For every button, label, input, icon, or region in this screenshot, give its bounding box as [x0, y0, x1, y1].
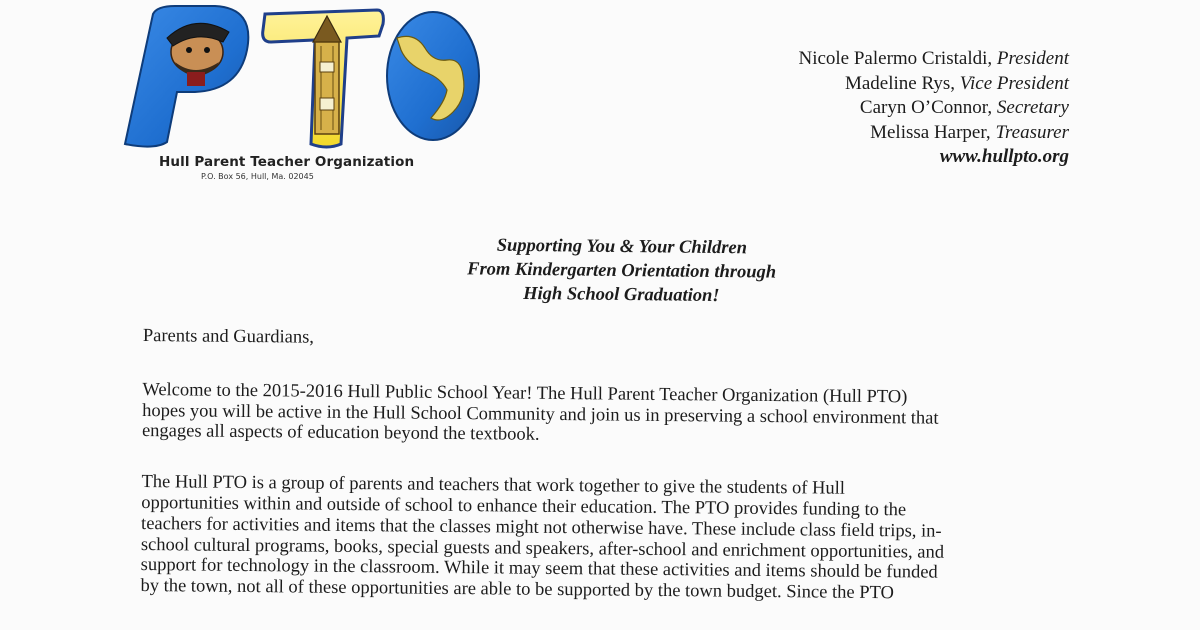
officer-title: President [996, 48, 1069, 69]
website-link[interactable]: www.hullpto.org [939, 146, 1069, 167]
officer-title: Secretary [996, 97, 1069, 118]
officer-name: Melissa Harper, [870, 121, 996, 143]
org-address: P.O. Box 56, Hull, Ma. 02045 [201, 172, 314, 181]
salutation: Parents and Guardians, [142, 326, 315, 348]
officer-secretary [798, 96, 1069, 121]
officer-vice-president [798, 72, 1069, 97]
letter-p-icon [125, 6, 248, 147]
officer-name: Nicole Palermo Cristaldi, [798, 48, 997, 69]
officer-treasurer [798, 121, 1069, 146]
pto-logo [115, 2, 485, 184]
officers-list [798, 47, 1069, 170]
officer-name: Caryn O’Connor, [859, 97, 997, 118]
officer-name: Madeline Rys, [844, 72, 960, 94]
letter-o-icon [387, 12, 479, 140]
tagline [0, 228, 1200, 313]
paragraph-line: opportunities within and outside of school to enhance their education. The PTO provides funding to the [141, 492, 907, 521]
tagline-line: From Kindergarten Orientation through [467, 259, 777, 283]
paragraph-line: engages all aspects of education beyond the textbook. [141, 421, 540, 446]
tagline-line: High School Graduation! [523, 283, 720, 307]
letter-t-icon [263, 10, 384, 147]
officer-title: Treasurer [995, 121, 1069, 143]
paragraph-line: teachers for activities and items that the classes might not otherwise have. These include class field trips, in- [141, 513, 942, 542]
paragraph-welcome [142, 380, 1048, 451]
officer-title: Vice President [959, 72, 1069, 94]
paragraph-line: The Hull PTO is a group of parents and teachers that work together to give the students of Hull [141, 472, 846, 499]
org-name: Hull Parent Teacher Organization [159, 154, 415, 170]
paragraph-line: support for technology in the classroom. While it may seem that these activities and items should be funded [140, 555, 938, 584]
paragraph-line: school cultural programs, books, special guests and speakers, after-school and enrichment opportunities, and [140, 534, 945, 563]
officer-president [798, 47, 1069, 72]
paragraph-line: Welcome to the 2015-2016 Hull Public School Year! The Hull Parent Teacher Organization (Hull PTO) [142, 379, 908, 408]
paragraph-about [140, 472, 1046, 605]
paragraph-line: hopes you will be active in the Hull School Community and join us in preserving a school environment that [142, 400, 939, 429]
pto-logo-graphic [115, 2, 485, 152]
letter-body [140, 326, 1048, 630]
paragraph-line: by the town, not all of these opportunities are able to be supported by the town budget. Since the PTO [140, 576, 894, 604]
tagline-line: Supporting You & Your Children [496, 235, 748, 259]
